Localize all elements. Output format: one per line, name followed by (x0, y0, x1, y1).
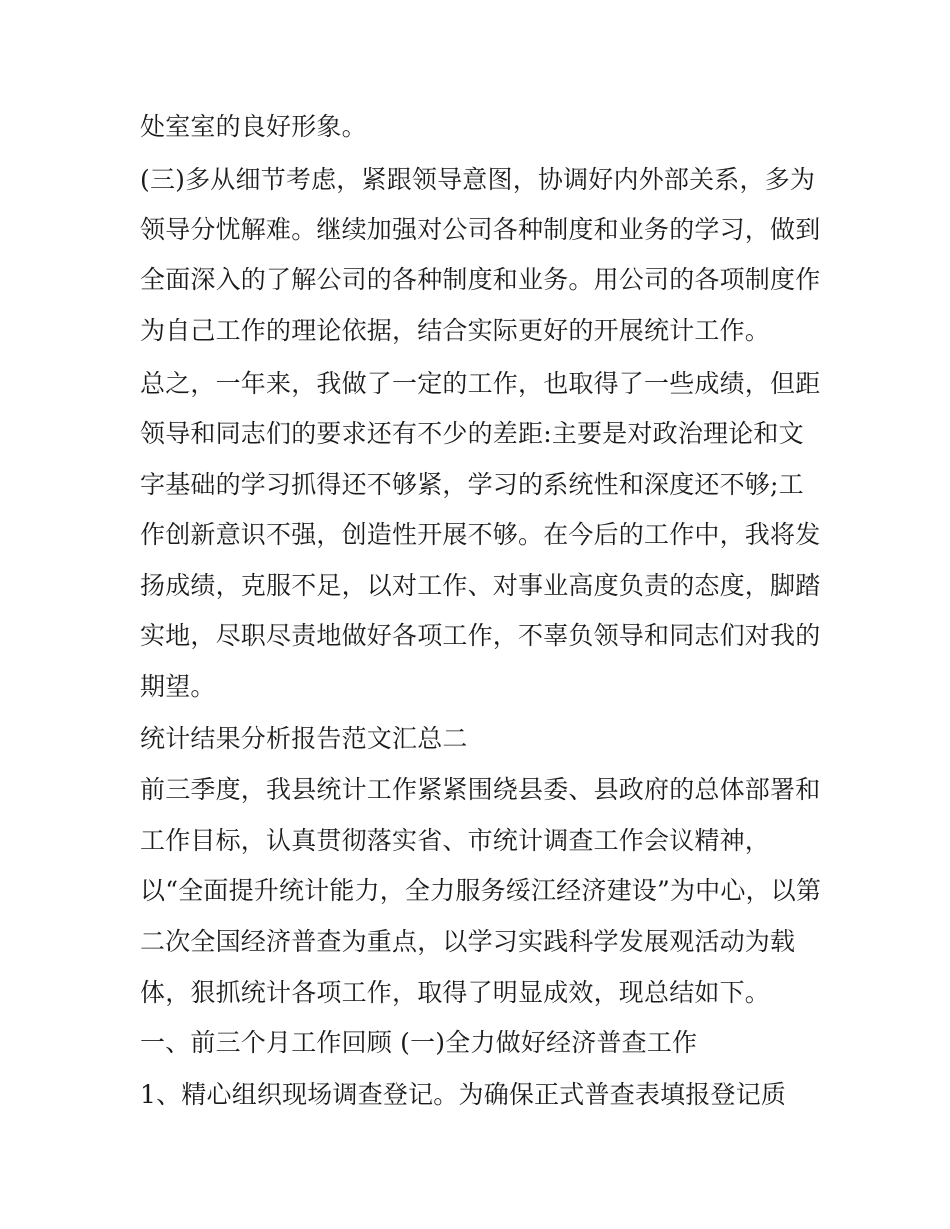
paragraph-line: 领导分忧解难。继续加强对公司各种制度和业务的学习，做到 (140, 215, 821, 244)
paragraph-line: 处室室的良好形象。 (140, 112, 367, 141)
paragraph-line: 二次全国经济普查为重点，以学习实践科学发展观活动为载 (140, 927, 796, 956)
paragraph-line: 体，狠抓统计各项工作，取得了明显成效，现总结如下。 (140, 978, 771, 1007)
paragraph-line: 字基础的学习抓得还不够紧，学习的系统性和深度还不够;工 (140, 470, 804, 499)
paragraph-line: 领导和同志们的要求还有不少的差距:主要是对政治理论和文 (140, 419, 804, 448)
paragraph-line: 期望。 (140, 672, 216, 701)
section-heading: 一、前三个月工作回顾 (一)全力做好经济普查工作 (140, 1028, 698, 1057)
paragraph-line: 1、精心组织现场调查登记。为确保正式普查表填报登记质 (140, 1080, 787, 1109)
paragraph-line: 以“全面提升统计能力，全力服务绥江经济建设”为中心，以第 (140, 876, 822, 905)
paragraph-line: 为自己工作的理论依据，结合实际更好的开展统计工作。 (140, 316, 771, 345)
paragraph-line: 全面深入的了解公司的各种制度和业务。用公司的各项制度作 (140, 265, 821, 294)
paragraph-line: 工作目标，认真贯彻落实省、市统计调查工作会议精神， (140, 826, 771, 855)
paragraph-line: 作创新意识不强，创造性开展不够。在今后的工作中，我将发 (140, 520, 821, 549)
paragraph-line: 扬成绩，克服不足，以对工作、对事业高度负责的态度，脚踏 (140, 571, 821, 600)
paragraph-line: (三)多从细节考虑，紧跟领导意图，协调好内外部关系，多为 (140, 165, 816, 194)
paragraph-line: 总之，一年来，我做了一定的工作，也取得了一些成绩，但距 (140, 369, 821, 398)
section-heading: 统计结果分析报告范文汇总二 (140, 724, 468, 753)
paragraph-line: 实地，尽职尽责地做好各项工作，不辜负领导和同志们对我的 (140, 621, 821, 650)
paragraph-line: 前三季度，我县统计工作紧紧围绕县委、县政府的总体部署和 (140, 775, 821, 804)
